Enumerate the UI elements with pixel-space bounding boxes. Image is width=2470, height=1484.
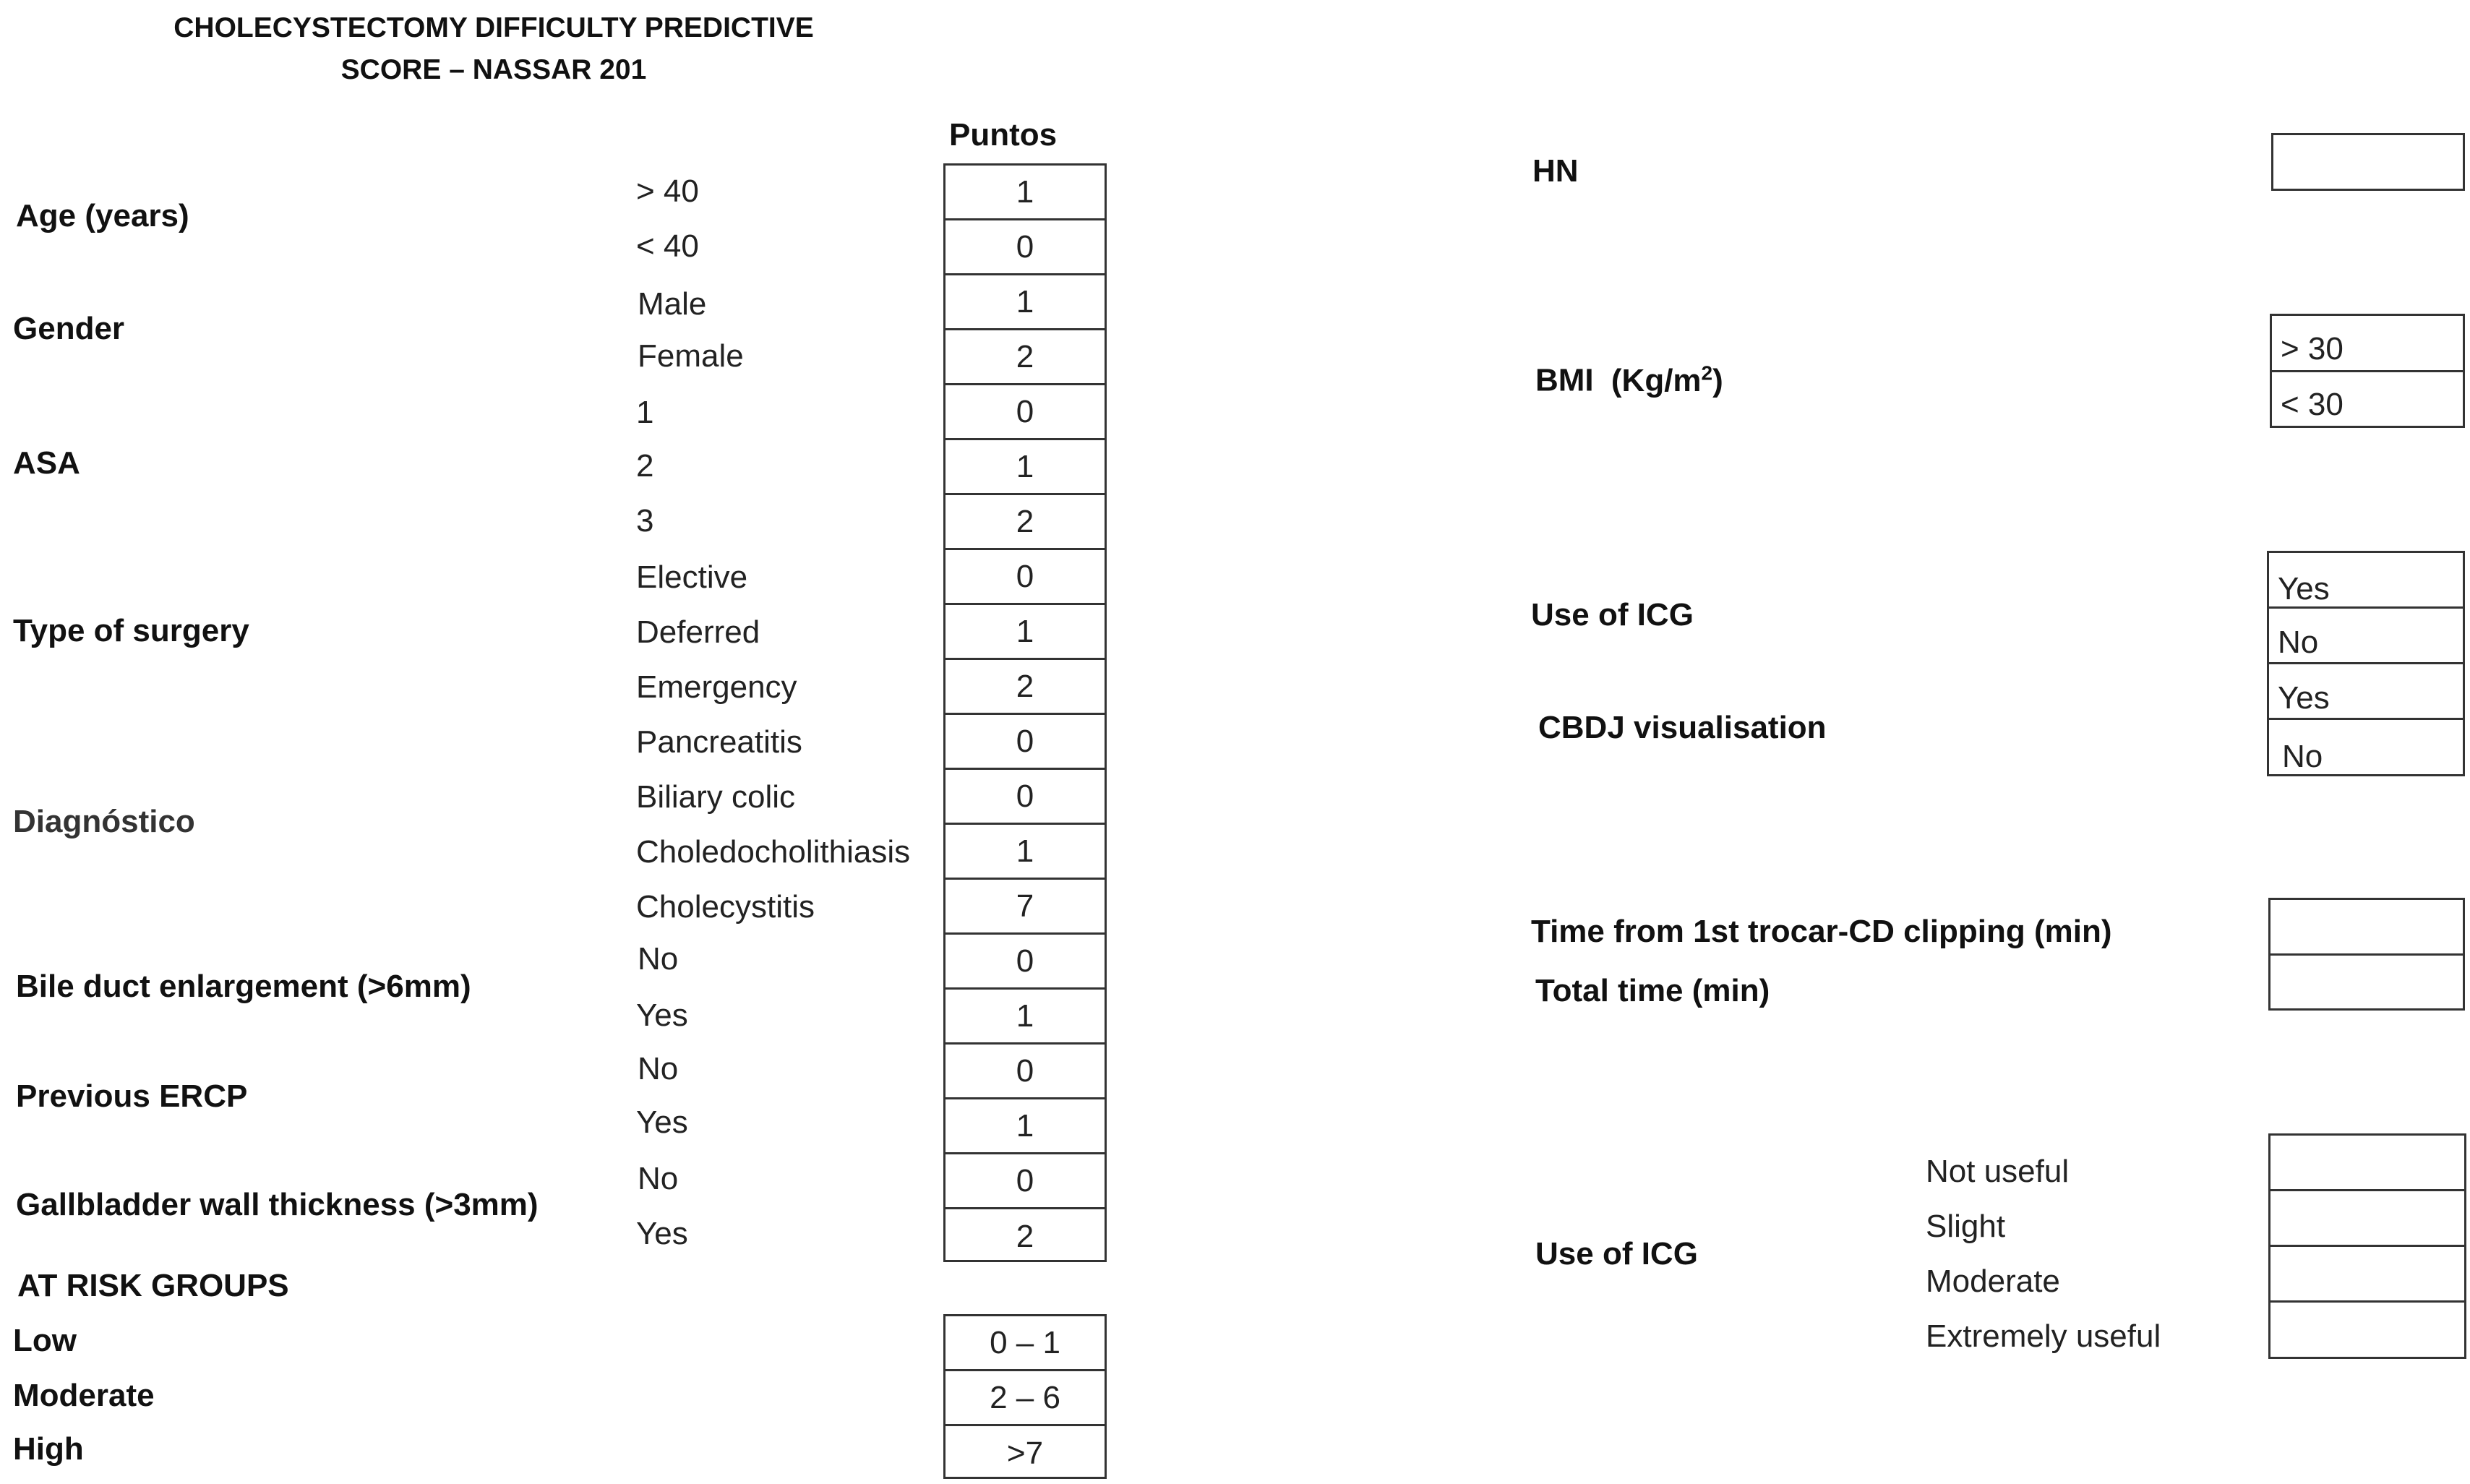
page-title-line2: SCORE – NASSAR 201 — [340, 54, 647, 85]
points-cell: 0 — [945, 770, 1105, 825]
risk-label-high: High — [13, 1431, 84, 1467]
points-cell: 1 — [945, 825, 1105, 880]
points-header: Puntos — [949, 117, 1058, 153]
hn-label: HN — [1532, 153, 1579, 189]
option-asa-1: 1 — [636, 395, 654, 430]
usefulness-box-slight[interactable] — [2270, 1191, 2464, 1247]
time-boxes — [2268, 898, 2465, 1011]
points-cell: 2 — [1016, 1219, 1034, 1254]
points-cell: 1 — [945, 275, 1105, 330]
option-gender-female: Female — [638, 338, 744, 374]
bmi-option-under-30[interactable]: < 30 — [2281, 387, 2344, 422]
points-cell: 0 — [945, 1154, 1105, 1209]
bmi-unit — [1611, 363, 1723, 398]
criterion-label-wall-thickness: Gallbladder wall thickness (>3mm) — [16, 1187, 539, 1222]
option-age-over-40: > 40 — [636, 173, 699, 209]
cbdj-label: CBDJ visualisation — [1538, 710, 1827, 745]
points-cell: 1 — [945, 990, 1105, 1045]
bmi-option-over-30[interactable]: > 30 — [2272, 316, 2463, 372]
usefulness-option-not-useful: Not useful — [1926, 1154, 2070, 1189]
option-cholecystitis: Cholecystitis — [636, 889, 815, 925]
points-cell: 2 — [945, 495, 1105, 550]
points-cell: 1 — [945, 1099, 1105, 1154]
hn-input-box[interactable] — [2271, 133, 2465, 191]
points-cell: 0 — [945, 385, 1105, 440]
cbdj-option-yes[interactable]: Yes — [2269, 664, 2463, 720]
usefulness-box-extremely-useful[interactable] — [2270, 1303, 2464, 1357]
points-cell: 0 — [945, 1045, 1105, 1099]
points-cell: 0 — [945, 550, 1105, 605]
time-clipping-label: Time from 1st trocar-CD clipping (min) — [1531, 914, 2112, 949]
risk-label-low: Low — [13, 1323, 77, 1358]
risk-range-high: >7 — [1006, 1436, 1044, 1471]
option-asa-3: 3 — [636, 503, 654, 539]
risk-heading: AT RISK GROUPS — [17, 1268, 289, 1303]
bmi-unit-sup: 2 — [1701, 361, 1713, 384]
bmi-label — [1535, 361, 1723, 399]
option-deferred: Deferred — [636, 614, 760, 650]
criterion-label-diagnosis: Diagnóstico — [13, 804, 195, 839]
option-gender-male: Male — [638, 286, 707, 322]
option-ercp-yes: Yes — [636, 1105, 688, 1140]
points-cell: 7 — [945, 880, 1105, 935]
risk-label-moderate: Moderate — [13, 1378, 155, 1413]
usefulness-box-moderate[interactable] — [2270, 1247, 2464, 1303]
points-cell: 2 — [945, 330, 1105, 385]
usefulness-boxes — [2268, 1133, 2466, 1359]
icg-option-yes[interactable]: Yes — [2269, 553, 2463, 609]
total-time-input-box[interactable] — [2270, 956, 2463, 1008]
criterion-label-asa: ASA — [13, 445, 80, 481]
usefulness-option-slight: Slight — [1926, 1209, 2006, 1244]
points-cell: 0 — [945, 935, 1105, 990]
time-clipping-input-box[interactable] — [2270, 900, 2463, 956]
option-ercp-no: No — [638, 1051, 679, 1086]
criterion-label-gender: Gender — [13, 311, 125, 346]
points-column — [943, 163, 1107, 1262]
option-pancreatitis: Pancreatitis — [636, 724, 802, 760]
option-wall-yes: Yes — [636, 1216, 688, 1251]
icg-usefulness-label: Use of ICG — [1535, 1236, 1698, 1271]
usefulness-option-extremely-useful: Extremely useful — [1926, 1318, 2161, 1354]
points-cell: 1 — [945, 605, 1105, 660]
bmi-unit-prefix: (Kg/m — [1611, 362, 1702, 398]
option-choledocholithiasis: Choledocholithiasis — [636, 834, 911, 870]
bmi-options-box — [2270, 314, 2465, 428]
option-bile-duct-yes: Yes — [636, 998, 688, 1033]
risk-range-column — [943, 1314, 1107, 1479]
usefulness-option-moderate: Moderate — [1926, 1264, 2060, 1299]
option-age-under-40: < 40 — [636, 228, 699, 264]
option-asa-2: 2 — [636, 448, 654, 484]
criterion-label-ercp: Previous ERCP — [16, 1078, 248, 1114]
points-cell: 1 — [945, 440, 1105, 495]
option-emergency: Emergency — [636, 669, 797, 705]
page-title-line1: CHOLECYSTECTOMY DIFFICULTY PREDICTIVE — [173, 12, 814, 43]
icg-label: Use of ICG — [1531, 597, 1694, 632]
icg-option-no[interactable]: No — [2269, 609, 2463, 664]
points-cell: 1 — [945, 166, 1105, 220]
total-time-label: Total time (min) — [1535, 973, 1770, 1008]
option-bile-duct-no: No — [638, 941, 679, 977]
usefulness-box-not-useful[interactable] — [2270, 1136, 2464, 1191]
points-cell: 2 — [945, 660, 1105, 715]
risk-range-moderate: 2 – 6 — [945, 1371, 1105, 1426]
bmi-unit-suffix: ) — [1712, 362, 1723, 398]
option-wall-no: No — [638, 1161, 679, 1196]
page-title — [132, 7, 855, 91]
criterion-label-surgery-type: Type of surgery — [13, 613, 249, 648]
criterion-label-bile-duct: Bile duct enlargement (>6mm) — [16, 969, 471, 1004]
option-biliary-colic: Biliary colic — [636, 779, 796, 815]
cbdj-option-no[interactable]: No — [2282, 738, 2323, 774]
risk-range-low: 0 – 1 — [945, 1316, 1105, 1371]
icg-cbdj-options-box — [2267, 551, 2465, 776]
bmi-label-text: BMI — [1535, 362, 1594, 398]
criterion-label-age: Age (years) — [16, 198, 189, 233]
points-cell: 0 — [945, 220, 1105, 275]
points-cell: 0 — [945, 715, 1105, 770]
option-elective: Elective — [636, 559, 748, 595]
